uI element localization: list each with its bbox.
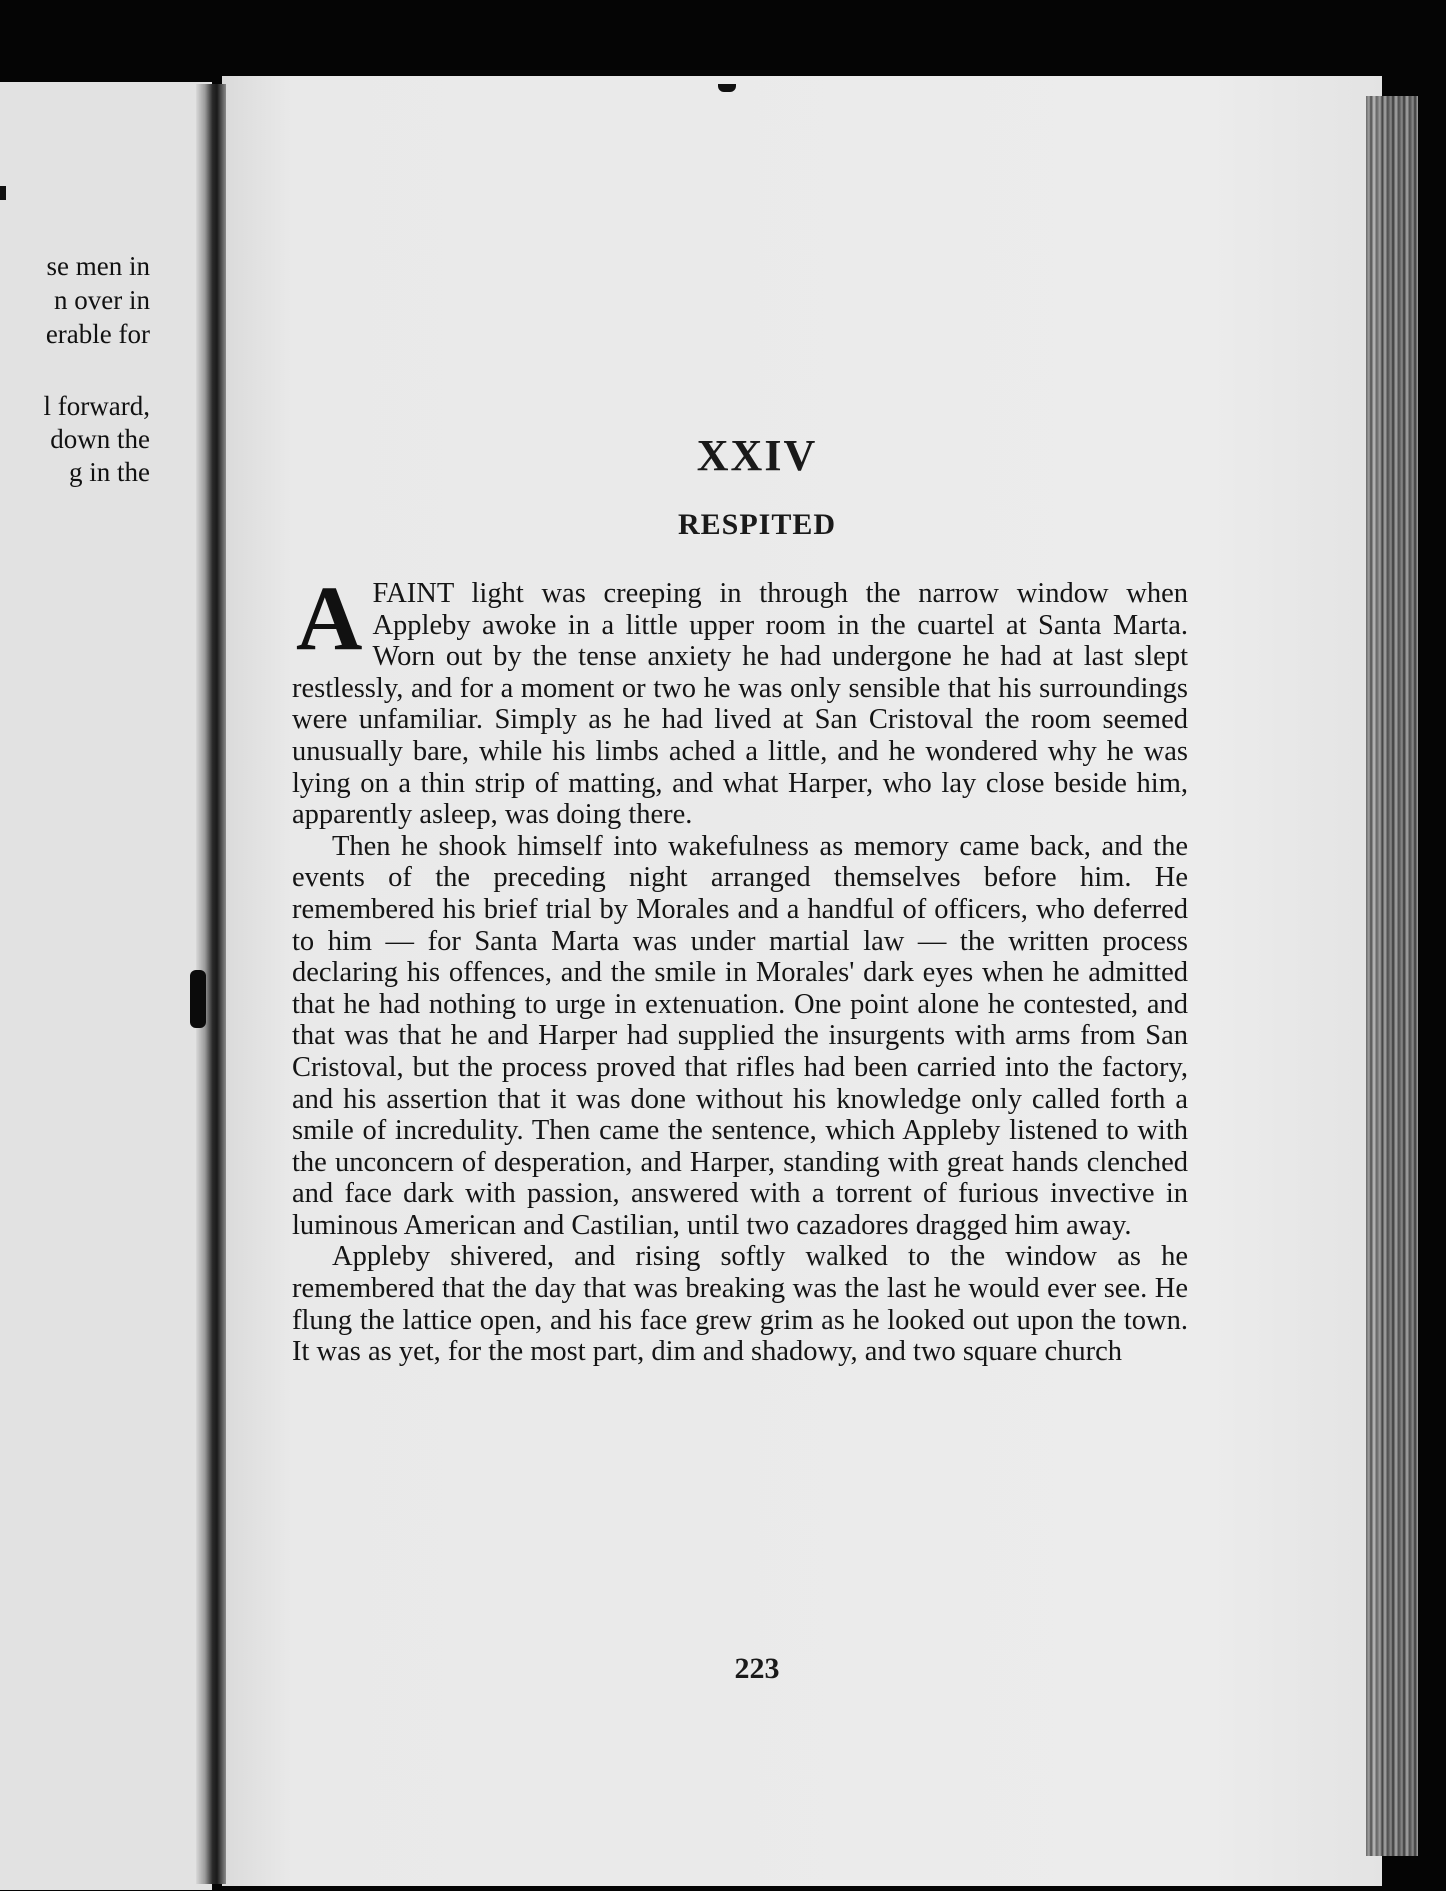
paragraph: Appleby shivered, and rising softly walked to the window as he remembered that the day that was breaking was the last he would ever see. He flung the lattice open, and his face grew grim as he looked out upon the town. It was as yet, for the most part, dim and shadowy, and two square church <box>292 1241 1188 1368</box>
page-edges <box>1366 96 1418 1856</box>
paragraph-text: FAINT light was creeping in through the narrow window when Appleby awoke in a little upper room in the cuartel at Santa Marta. Worn out by the tense anxiety he had undergone he had at last slept restlessly, and for a moment or two he was only sensible that his surroundings were unfamiliar. Simply as he had lived at San Cristoval the room seemed unusually bare, while his limbs ached a little, and he wondered why he was lying on a thin strip of matting, and what Harper, who lay close beside him, apparently asleep, was doing there. <box>292 578 1188 831</box>
page-number: 223 <box>734 1652 780 1685</box>
top-binding-mark <box>718 84 736 92</box>
chapter-number: XXIV <box>696 431 818 480</box>
previous-page-line: n over in <box>54 285 150 315</box>
paragraph <box>292 567 1188 831</box>
previous-page-line: se men in <box>46 251 150 281</box>
previous-page-line: erable for <box>45 319 150 349</box>
paragraph: Then he shook himself into wakefulness as memory came back, and the events of the preceding night arranged themselves before him. He remembered his brief trial by Morales and a handful of officers, who deferred to him — for Santa Marta was under martial law — the written process declaring his offences, and the smile in Morales' dark eyes when he admitted that he had nothing to urge in extenuation. One point alone he contested, and that was that he and Harper had supplied the insurgents with arms from San Cristoval, but the process proved that rifles had been carried into the factory, and his assertion that it was done without his knowledge only called forth a smile of incredulity. Then came the sentence, which Appleby listened to with the unconcern of desperation, and Harper, standing with great hands clenched and face dark with passion, answered with a torrent of furious invective in luminous American and Castilian, until two cazadores dragged him away. <box>292 830 1188 1241</box>
previous-page-line: down the <box>50 424 150 454</box>
print-mark <box>0 186 6 200</box>
previous-page-line: g in the <box>69 457 150 487</box>
chapter-title: RESPITED <box>677 508 837 541</box>
chapter-body <box>292 567 1188 1368</box>
spine-mark <box>190 970 206 1028</box>
previous-page <box>0 82 212 1890</box>
drop-cap: A <box>296 567 363 669</box>
previous-page-line: l forward, <box>43 391 150 421</box>
